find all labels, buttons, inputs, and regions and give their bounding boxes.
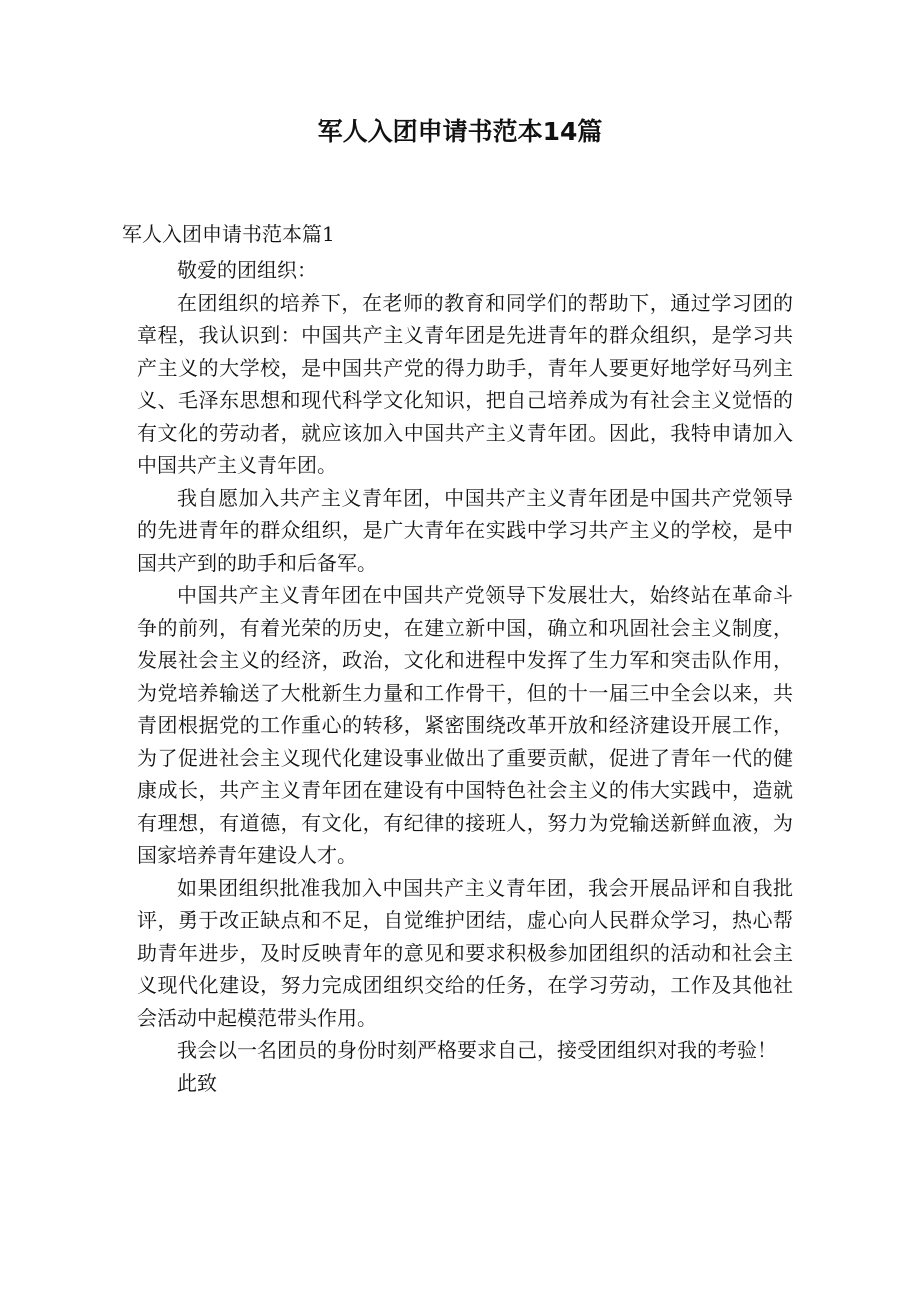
document-title: 军人入团申请书范本14篇 xyxy=(317,117,603,146)
section-title: 军人入团申请书范本篇1 xyxy=(122,222,335,246)
paragraph-3: 中国共产主义青年团在中国共产党领导下发展壮大，始终站在革命斗争的前列，有着光荣的历史，在建立新中国，确立和巩固社会主义制度，发展社会主义的经济，政治，文化和进程中发挥了生力军和突击队作用，为党培养输送了大枇新生力量和工作骨干，但的十一届三中全会以来，共青团根据党的工作重心的转移，紧密围绕改革开放和经济建设开展工作，为了促进社会主义现代化建设事业做出了重要贡献，促进了青年一代的健康成长，共产主义青年团在建设有中国特色社会主义的伟大实践中，造就有理想，有道德，有文化，有纪律的接班人，努力为党输送新鲜血液，为国家培养青年建设人才。 xyxy=(137,583,793,867)
paragraph-4: 如果团组织批准我加入中国共产主义青年团，我会开展品评和自我批评，勇于改正缺点和不足，自觉维护团结，虚心向人民群众学习，热心帮助青年进步，及时反映青年的意见和要求积极参加团组织的活动和社会主义现代化建设，努力完成团组织交给的任务，在学习劳动，工作及其他社会活动中起模范带头作用。 xyxy=(137,875,793,1030)
paragraph-5: 我会以一名团员的身份时刻严格要求自己，接受团组织对我的考验！ xyxy=(177,1038,777,1062)
salutation: 敬爱的团组织： xyxy=(177,258,317,282)
paragraph-1: 在团组织的培养下，在老师的教育和同学们的帮助下，通过学习团的章程，我认识到：中国共产主义青年团是先进青年的群众组织，是学习共产主义的大学校，是中国共产党的得力助手，青年人要更好地学好马列主义、毛泽东思想和现代科学文化知识，把自己培养成为有社会主义觉悟的有文化的劳动者，就应该加入中国共产主义青年团。因此，我特申请加入中国共产主义青年团。 xyxy=(137,290,793,477)
paragraph-2: 我自愿加入共产主义青年团，中国共产主义青年团是中国共产党领导的先进青年的群众组织，是广大青年在实践中学习共产主义的学校，是中国共产到的助手和后备军。 xyxy=(137,485,793,575)
closing: 此致 xyxy=(177,1070,217,1095)
document-body xyxy=(137,254,793,1099)
